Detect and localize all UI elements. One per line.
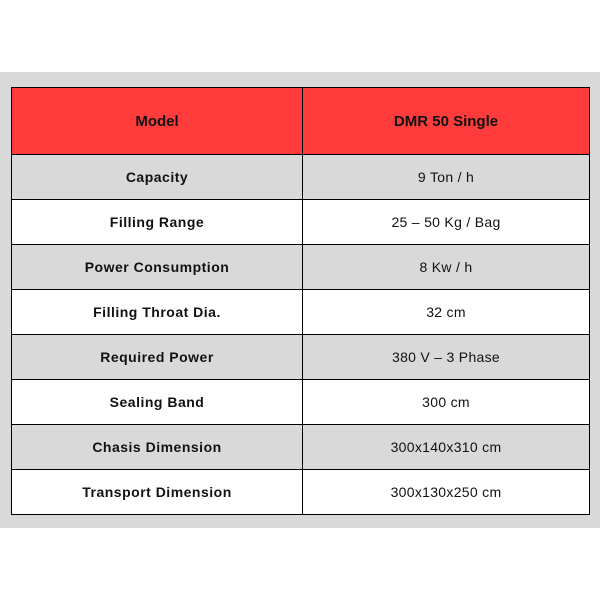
spec-table <box>11 87 590 515</box>
row-value: 25 – 50 Kg / Bag <box>303 200 590 245</box>
row-label: Required Power <box>12 335 303 380</box>
row-label: Power Consumption <box>12 245 303 290</box>
table-header-row <box>12 88 590 155</box>
table-row <box>12 245 590 290</box>
header-model-label: Model <box>12 88 303 155</box>
table-row <box>12 425 590 470</box>
row-value: 380 V – 3 Phase <box>303 335 590 380</box>
row-label: Filling Range <box>12 200 303 245</box>
table-row <box>12 290 590 335</box>
header-model-value: DMR 50 Single <box>303 88 590 155</box>
row-value: 300x130x250 cm <box>303 470 590 515</box>
row-label: Capacity <box>12 155 303 200</box>
table-row <box>12 470 590 515</box>
row-value: 300x140x310 cm <box>303 425 590 470</box>
table-row <box>12 200 590 245</box>
table-row <box>12 155 590 200</box>
row-label: Transport Dimension <box>12 470 303 515</box>
row-label: Sealing Band <box>12 380 303 425</box>
row-value: 9 Ton / h <box>303 155 590 200</box>
row-value: 300 cm <box>303 380 590 425</box>
row-value: 32 cm <box>303 290 590 335</box>
row-label: Filling Throat Dia. <box>12 290 303 335</box>
table-row <box>12 380 590 425</box>
table-row <box>12 335 590 380</box>
row-label: Chasis Dimension <box>12 425 303 470</box>
row-value: 8 Kw / h <box>303 245 590 290</box>
